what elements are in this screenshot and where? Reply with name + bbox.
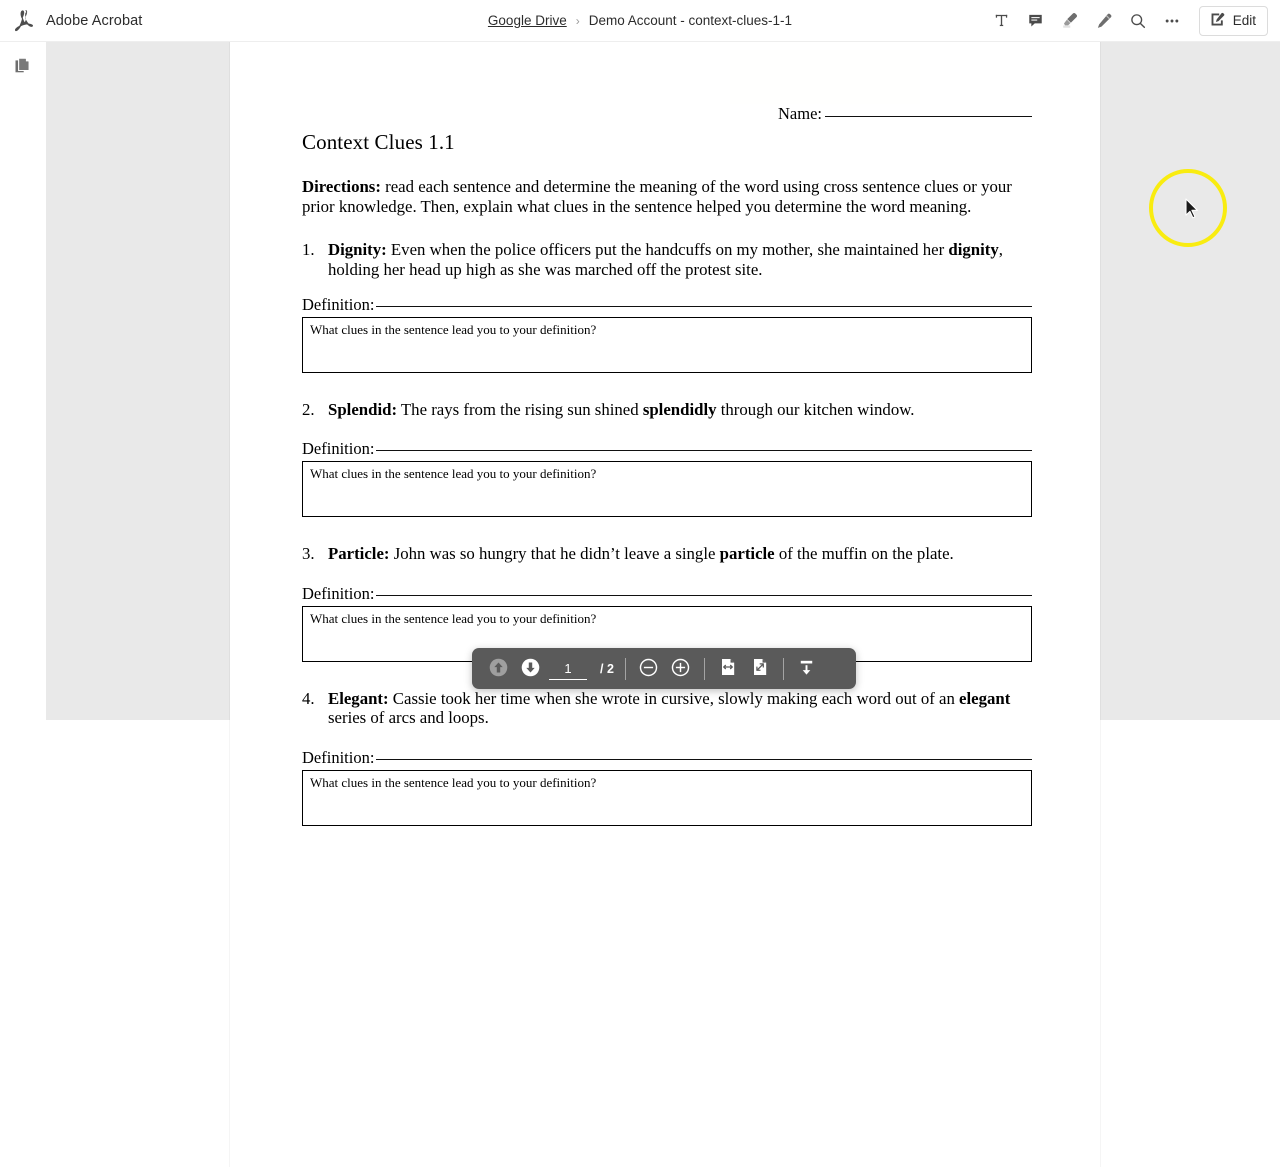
vocabulary-word: Splendid: <box>328 399 398 419</box>
clue-prompt-text: What clues in the sentence lead you to your definition? <box>310 466 597 482</box>
definition-row <box>302 748 1032 768</box>
fit-width-button[interactable] <box>712 653 744 685</box>
clue-prompt-text: What clues in the sentence lead you to your definition? <box>310 321 597 337</box>
app-header <box>0 0 1280 42</box>
previous-page-button[interactable] <box>482 653 514 685</box>
question-number: 2. <box>302 399 315 419</box>
add-text-icon <box>993 12 1010 29</box>
zoom-in-icon <box>670 657 691 681</box>
toolbar-divider <box>783 658 784 680</box>
directions-label: Directions: <box>302 177 381 196</box>
definition-blank-line <box>376 450 1032 451</box>
question-text <box>328 240 1032 279</box>
zoom-out-icon <box>638 657 659 681</box>
edit-button-label: Edit <box>1232 13 1256 28</box>
vocabulary-word: Particle: <box>328 544 390 564</box>
question-item <box>302 240 1032 279</box>
search-icon <box>1129 12 1147 30</box>
directions-paragraph <box>302 177 1032 216</box>
app-brand <box>0 9 270 33</box>
breadcrumb-separator-icon: › <box>575 13 580 28</box>
clue-answer-box[interactable] <box>302 770 1032 826</box>
download-icon <box>796 657 817 681</box>
sentence-pre: Even when the police officers put the handcuffs on my mother, she maintained her <box>386 240 949 260</box>
definition-row <box>302 439 1032 459</box>
sentence-emphasis: splendidly <box>642 399 717 419</box>
sentence-emphasis: dignity <box>948 240 999 260</box>
vocabulary-word: Elegant: <box>328 688 389 708</box>
definition-row <box>302 295 1032 315</box>
zoom-in-button[interactable] <box>665 653 697 685</box>
left-sidebar <box>0 42 46 720</box>
directions-text: read each sentence and determine the meaning of the word using cross sentence clues or your prior knowledge. Then, explain what clues in the sentence helped you determine the word meaning. <box>302 177 1012 216</box>
search-button[interactable] <box>1122 5 1154 37</box>
definition-blank-line <box>376 759 1032 760</box>
sentence-post: series of arcs and loops. <box>328 708 489 728</box>
arrow-down-circle-icon <box>520 657 541 681</box>
definition-label: Definition: <box>302 748 375 768</box>
total-pages-label: / 2 <box>600 661 614 676</box>
page-thumbnails-button[interactable] <box>0 42 46 94</box>
current-page-input[interactable] <box>549 658 587 680</box>
app-title: Adobe Acrobat <box>46 12 143 29</box>
more-options-icon <box>1163 12 1181 30</box>
document-viewer[interactable] <box>46 42 1280 791</box>
fit-page-button[interactable] <box>744 653 776 685</box>
fit-width-icon <box>718 657 738 680</box>
pdf-page-1 <box>230 42 1100 1167</box>
zoom-out-button[interactable] <box>633 653 665 685</box>
page-thumbnails-icon <box>12 56 34 81</box>
question-item <box>302 544 1032 564</box>
sentence-post: of the muffin on the plate. <box>774 544 954 564</box>
add-text-button[interactable] <box>986 5 1018 37</box>
toolbar-divider <box>704 658 705 680</box>
sentence-pre: Cassie took her time when she wrote in cursive, slowly making each word out of an <box>388 688 960 708</box>
document-title: Context Clues 1.1 <box>302 130 455 154</box>
draw-pen-button[interactable] <box>1088 5 1120 37</box>
definition-label: Definition: <box>302 439 375 459</box>
definition-label: Definition: <box>302 583 375 603</box>
breadcrumb-current-file: Demo Account - context-clues-1-1 <box>588 13 793 28</box>
toolbar-divider <box>625 658 626 680</box>
question-number: 3. <box>302 544 315 564</box>
clue-prompt-text: What clues in the sentence lead you to your definition? <box>310 775 597 791</box>
question-number: 4. <box>302 688 315 708</box>
clue-prompt-text: What clues in the sentence lead you to your definition? <box>310 610 597 626</box>
definition-blank-line <box>376 595 1032 596</box>
question-item <box>302 689 1032 728</box>
highlighter-button[interactable] <box>1054 5 1086 37</box>
vocabulary-word: Dignity: <box>328 240 387 260</box>
definition-row <box>302 584 1032 604</box>
definition-label: Definition: <box>302 294 375 314</box>
sentence-pre: The rays from the rising sun shined <box>397 399 643 419</box>
comment-icon <box>1027 12 1044 29</box>
clue-answer-box[interactable] <box>302 461 1032 517</box>
sentence-emphasis: elegant <box>959 688 1011 708</box>
sentence-pre: John was so hungry that he didn’t leave a single <box>389 544 720 564</box>
adobe-acrobat-logo-icon <box>12 9 34 33</box>
draw-pen-icon <box>1095 12 1113 30</box>
page-navigation-toolbar <box>472 648 856 689</box>
edit-button[interactable] <box>1199 6 1268 36</box>
question-text <box>328 544 1032 564</box>
highlighter-icon <box>1060 11 1079 30</box>
breadcrumb-root-link[interactable]: Google Drive <box>487 13 567 28</box>
definition-blank-line <box>376 306 1032 307</box>
name-blank-line <box>825 116 1032 117</box>
clue-answer-box[interactable] <box>302 317 1032 373</box>
download-button[interactable] <box>791 653 823 685</box>
arrow-up-circle-icon <box>488 657 509 681</box>
sentence-post: , holding her head up high as she was marched off the protest site. <box>328 240 1003 279</box>
header-toolbar <box>986 5 1280 37</box>
question-text <box>328 400 1032 420</box>
question-item <box>302 400 1032 420</box>
question-number: 1. <box>302 240 315 260</box>
name-field-row <box>302 104 1032 124</box>
comment-button[interactable] <box>1020 5 1052 37</box>
question-text <box>328 689 1032 728</box>
next-page-button[interactable] <box>514 653 546 685</box>
name-label: Name: <box>778 104 822 123</box>
sentence-emphasis: particle <box>719 544 775 564</box>
sentence-post: through our kitchen window. <box>716 399 915 419</box>
fit-page-icon <box>750 657 770 680</box>
edit-page-icon <box>1209 11 1226 31</box>
more-options-button[interactable] <box>1156 5 1188 37</box>
